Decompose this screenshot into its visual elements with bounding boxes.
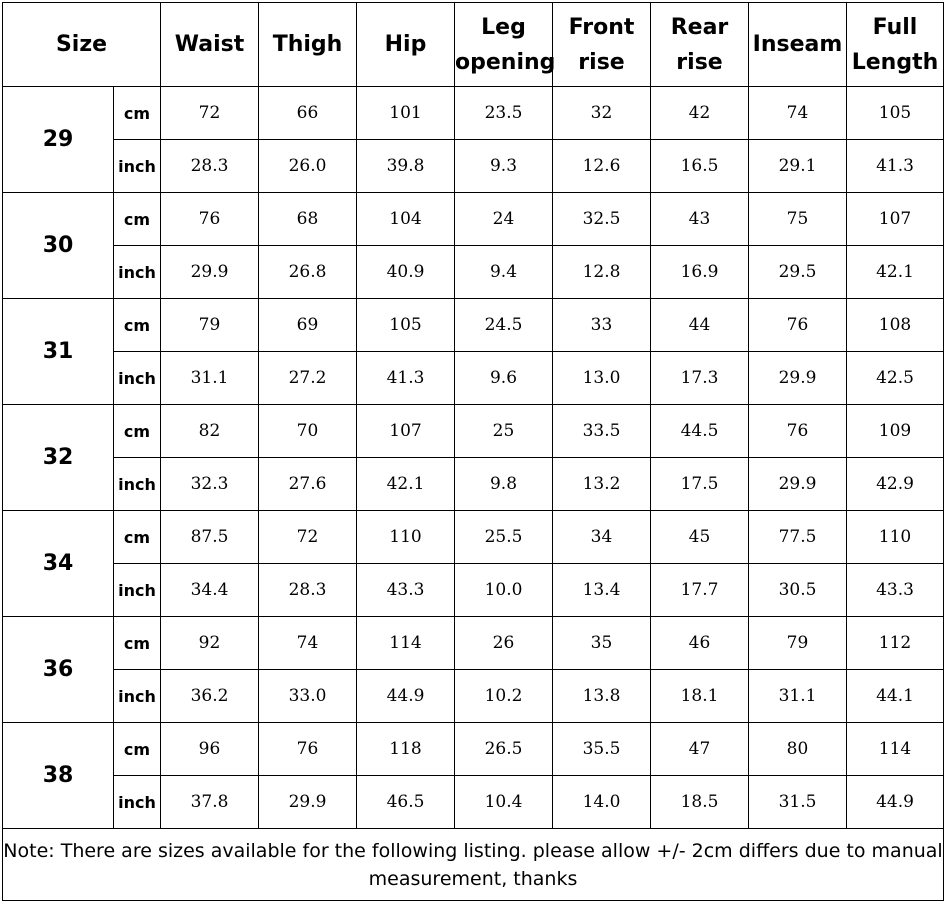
unit-label: cm [114, 723, 161, 776]
measurement-cell: 14.0 [553, 776, 651, 829]
measurement-cell: 29.9 [259, 776, 357, 829]
measurement-cell: 29.9 [749, 458, 847, 511]
measurement-cell: 33 [553, 299, 651, 352]
header-full-length-line1: Full [872, 14, 918, 40]
measurement-cell: 29.1 [749, 140, 847, 193]
size-cell: 32 [3, 405, 114, 511]
measurement-cell: 25 [455, 405, 553, 458]
measurement-cell: 25.5 [455, 511, 553, 564]
measurement-cell: 16.5 [651, 140, 749, 193]
header-front-rise-line1: Front [568, 14, 635, 40]
measurement-cell: 16.9 [651, 246, 749, 299]
header-size: Size [3, 3, 161, 87]
measurement-cell: 17.5 [651, 458, 749, 511]
measurement-cell: 46 [651, 617, 749, 670]
measurement-cell: 46.5 [357, 776, 455, 829]
measurement-cell: 28.3 [259, 564, 357, 617]
measurement-cell: 47 [651, 723, 749, 776]
measurement-cell: 44.9 [357, 670, 455, 723]
size-cell: 30 [3, 193, 114, 299]
unit-label: cm [114, 193, 161, 246]
header-inseam: Inseam [749, 3, 847, 87]
measurement-cell: 34 [553, 511, 651, 564]
measurement-cell: 37.8 [161, 776, 259, 829]
measurement-cell: 13.0 [553, 352, 651, 405]
measurement-cell: 32.5 [553, 193, 651, 246]
table-row [3, 193, 944, 246]
unit-label: inch [114, 246, 161, 299]
measurement-cell: 79 [161, 299, 259, 352]
header-front-rise [553, 3, 651, 87]
measurement-cell: 44.1 [847, 670, 944, 723]
measurement-cell: 9.8 [455, 458, 553, 511]
measurement-cell: 12.8 [553, 246, 651, 299]
measurement-cell: 42.1 [357, 458, 455, 511]
unit-label: inch [114, 564, 161, 617]
measurement-cell: 32.3 [161, 458, 259, 511]
measurement-cell: 26.8 [259, 246, 357, 299]
measurement-cell: 118 [357, 723, 455, 776]
measurement-cell: 41.3 [357, 352, 455, 405]
measurement-cell: 44.5 [651, 405, 749, 458]
measurement-cell: 87.5 [161, 511, 259, 564]
measurement-cell: 9.4 [455, 246, 553, 299]
measurement-cell: 112 [847, 617, 944, 670]
measurement-cell: 42 [651, 87, 749, 140]
measurement-cell: 72 [259, 511, 357, 564]
unit-label: inch [114, 776, 161, 829]
measurement-cell: 39.8 [357, 140, 455, 193]
table-row [3, 246, 944, 299]
unit-label: inch [114, 352, 161, 405]
header-leg-opening [455, 3, 556, 87]
measurement-cell: 75 [749, 193, 847, 246]
measurement-cell: 42.5 [847, 352, 944, 405]
measurement-cell: 82 [161, 405, 259, 458]
measurement-cell: 43.3 [847, 564, 944, 617]
measurement-cell: 35 [553, 617, 651, 670]
measurement-cell: 107 [847, 193, 944, 246]
measurement-cell: 101 [357, 87, 455, 140]
measurement-cell: 109 [847, 405, 944, 458]
measurement-cell: 27.6 [259, 458, 357, 511]
measurement-cell: 96 [161, 723, 259, 776]
table-row [3, 458, 944, 511]
measurement-cell: 105 [357, 299, 455, 352]
measurement-cell: 13.4 [553, 564, 651, 617]
measurement-cell: 18.1 [651, 670, 749, 723]
measurement-cell: 110 [357, 511, 455, 564]
measurement-cell: 34.4 [161, 564, 259, 617]
measurement-cell: 13.2 [553, 458, 651, 511]
measurement-cell: 77.5 [749, 511, 847, 564]
table-row [3, 511, 944, 564]
unit-label: cm [114, 87, 161, 140]
measurement-cell: 29.9 [161, 246, 259, 299]
table-row [3, 87, 944, 140]
measurement-cell: 43 [651, 193, 749, 246]
measurement-cell: 41.3 [847, 140, 944, 193]
unit-label: inch [114, 458, 161, 511]
measurement-cell: 26 [455, 617, 553, 670]
measurement-cell: 9.3 [455, 140, 553, 193]
measurement-cell: 31.5 [749, 776, 847, 829]
size-cell: 38 [3, 723, 114, 829]
measurement-cell: 70 [259, 405, 357, 458]
header-hip: Hip [357, 3, 455, 87]
measurement-cell: 17.3 [651, 352, 749, 405]
measurement-cell: 105 [847, 87, 944, 140]
measurement-cell: 44.9 [847, 776, 944, 829]
measurement-cell: 107 [357, 405, 455, 458]
note-row [3, 829, 944, 901]
table-row [3, 299, 944, 352]
measurement-cell: 108 [847, 299, 944, 352]
size-rows [3, 87, 944, 829]
measurement-cell: 42.9 [847, 458, 944, 511]
table-row [3, 617, 944, 670]
size-chart-table [2, 2, 944, 901]
unit-label: cm [114, 405, 161, 458]
measurement-cell: 17.7 [651, 564, 749, 617]
measurement-cell: 43.3 [357, 564, 455, 617]
measurement-cell: 69 [259, 299, 357, 352]
measurement-cell: 92 [161, 617, 259, 670]
measurement-cell: 30.5 [749, 564, 847, 617]
measurement-cell: 74 [749, 87, 847, 140]
measurement-cell: 36.2 [161, 670, 259, 723]
measurement-cell: 110 [847, 511, 944, 564]
header-waist: Waist [161, 3, 259, 87]
measurement-cell: 104 [357, 193, 455, 246]
header-leg-opening-line2: opening [455, 49, 556, 75]
measurement-cell: 27.2 [259, 352, 357, 405]
header-rear-rise-line2: rise [676, 49, 723, 75]
header-full-length [847, 3, 944, 87]
measurement-cell: 23.5 [455, 87, 553, 140]
measurement-cell: 12.6 [553, 140, 651, 193]
measurement-cell: 80 [749, 723, 847, 776]
measurement-cell: 9.6 [455, 352, 553, 405]
measurement-cell: 68 [259, 193, 357, 246]
measurement-cell: 33.5 [553, 405, 651, 458]
measurement-cell: 29.9 [749, 352, 847, 405]
unit-label: cm [114, 511, 161, 564]
measurement-cell: 10.4 [455, 776, 553, 829]
measurement-cell: 31.1 [161, 352, 259, 405]
measurement-cell: 114 [357, 617, 455, 670]
table-row [3, 352, 944, 405]
measurement-cell: 29.5 [749, 246, 847, 299]
measurement-cell: 76 [749, 405, 847, 458]
measurement-cell: 76 [161, 193, 259, 246]
table-row [3, 405, 944, 458]
size-cell: 34 [3, 511, 114, 617]
measurement-cell: 72 [161, 87, 259, 140]
measurement-cell: 31.1 [749, 670, 847, 723]
measurement-cell: 33.0 [259, 670, 357, 723]
measurement-cell: 24 [455, 193, 553, 246]
measurement-cell: 10.0 [455, 564, 553, 617]
header-leg-opening-line1: Leg [481, 14, 526, 40]
measurement-cell: 79 [749, 617, 847, 670]
measurement-cell: 44 [651, 299, 749, 352]
measurement-cell: 26.0 [259, 140, 357, 193]
unit-label: inch [114, 670, 161, 723]
measurement-cell: 66 [259, 87, 357, 140]
measurement-cell: 45 [651, 511, 749, 564]
measurement-cell: 26.5 [455, 723, 553, 776]
measurement-cell: 32 [553, 87, 651, 140]
header-thigh: Thigh [259, 3, 357, 87]
measurement-cell: 18.5 [651, 776, 749, 829]
measurement-cell: 28.3 [161, 140, 259, 193]
measurement-cell: 24.5 [455, 299, 553, 352]
measurement-cell: 10.2 [455, 670, 553, 723]
size-cell: 29 [3, 87, 114, 193]
table-row [3, 670, 944, 723]
table-row [3, 776, 944, 829]
measurement-cell: 74 [259, 617, 357, 670]
unit-label: inch [114, 140, 161, 193]
table-row [3, 723, 944, 776]
size-cell: 31 [3, 299, 114, 405]
table-row [3, 140, 944, 193]
header-row [3, 3, 944, 87]
measurement-cell: 42.1 [847, 246, 944, 299]
header-rear-rise [651, 3, 749, 87]
unit-label: cm [114, 617, 161, 670]
measurement-cell: 13.8 [553, 670, 651, 723]
measurement-cell: 35.5 [553, 723, 651, 776]
measurement-cell: 40.9 [357, 246, 455, 299]
header-front-rise-line2: rise [578, 49, 625, 75]
header-full-length-line2: Length [851, 49, 939, 75]
header-rear-rise-line1: Rear [670, 14, 729, 40]
measurement-cell: 76 [749, 299, 847, 352]
note-text: Note: There are sizes available for the following listing. please allow +/- 2cm differs due to manual measurement, thanks [3, 829, 944, 901]
measurement-cell: 76 [259, 723, 357, 776]
table-row [3, 564, 944, 617]
size-cell: 36 [3, 617, 114, 723]
measurement-cell: 114 [847, 723, 944, 776]
unit-label: cm [114, 299, 161, 352]
